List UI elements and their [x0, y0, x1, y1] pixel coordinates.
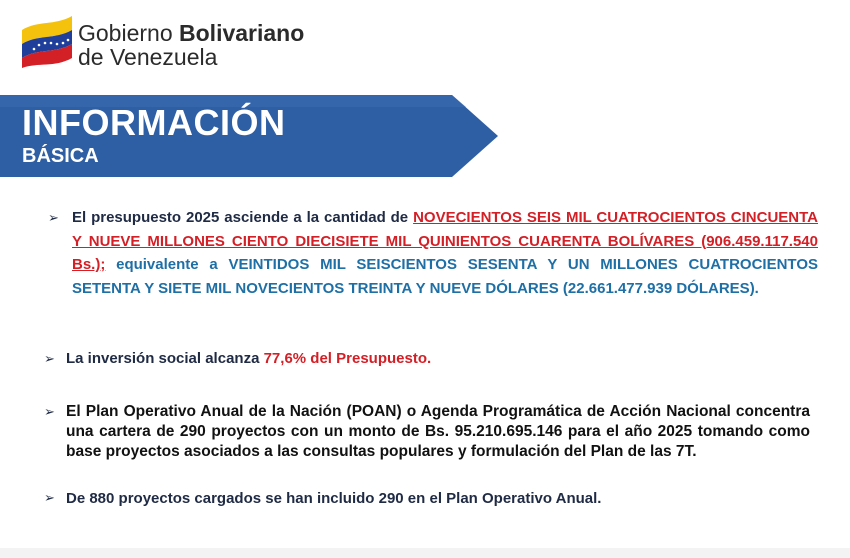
bullet-arrow-icon: ➢: [44, 351, 55, 366]
budget-amount-bolivares: NOVECIENTOS SEIS MIL CUATROCIENTOS CINCUENTA Y NUEVE MILLONES CIENTO DIECISIETE MIL QUINIENTOS CUARENTA BOLÍVARES (906.459.117.540 Bs.);: [72, 209, 819, 273]
banner-subtitle: BÁSICA: [22, 145, 99, 167]
bullet-arrow-icon: ➢: [48, 210, 59, 225]
bullet-arrow-icon: ➢: [44, 404, 55, 419]
social-investment-label: La inversión social alcanza: [66, 350, 264, 367]
logo-text-line1: [78, 20, 304, 47]
poan-bullet: El Plan Operativo Anual de la Nación (POAN) o Agenda Programática de Acción Nacional concentra una cartera de 290 proyectos con un monto de Bs. 95.210.695.146 para el año 2025 tomando como base proyectos asociados a las consultas populares y formulación del Plan de las 7T.: [66, 403, 810, 460]
banner-title: INFORMACIÓN: [22, 102, 286, 143]
footer-strip: [0, 548, 850, 558]
logo-text-line2: de Venezuela: [78, 44, 218, 70]
social-investment-percent: 77,6% del Presupuesto.: [263, 350, 432, 367]
logo-text-bolivariano: Bolivariano: [179, 20, 305, 46]
budget-intro: El presupuesto 2025 asciende a la cantidad de: [72, 209, 414, 226]
government-logo: [20, 14, 360, 70]
logo-text-gobierno: Gobierno: [78, 20, 180, 46]
bullet-arrow-icon: ➢: [44, 490, 55, 505]
budget-bullet: [72, 206, 818, 300]
projects-bullet: De 880 proyectos cargados se han incluido 290 en el Plan Operativo Anual.: [66, 490, 602, 507]
venezuela-flag-icon: [20, 16, 74, 68]
budget-amount-dollars: equivalente a VEINTIDOS MIL SEISCIENTOS SESENTA Y UN MILLONES CUATROCIENTOS SETENTA Y SIETE MIL NOVECIENTOS TREINTA Y NUEVE DÓLARES (22.661.477.939 DÓLARES).: [72, 256, 818, 297]
social-investment-bullet: [66, 347, 666, 371]
